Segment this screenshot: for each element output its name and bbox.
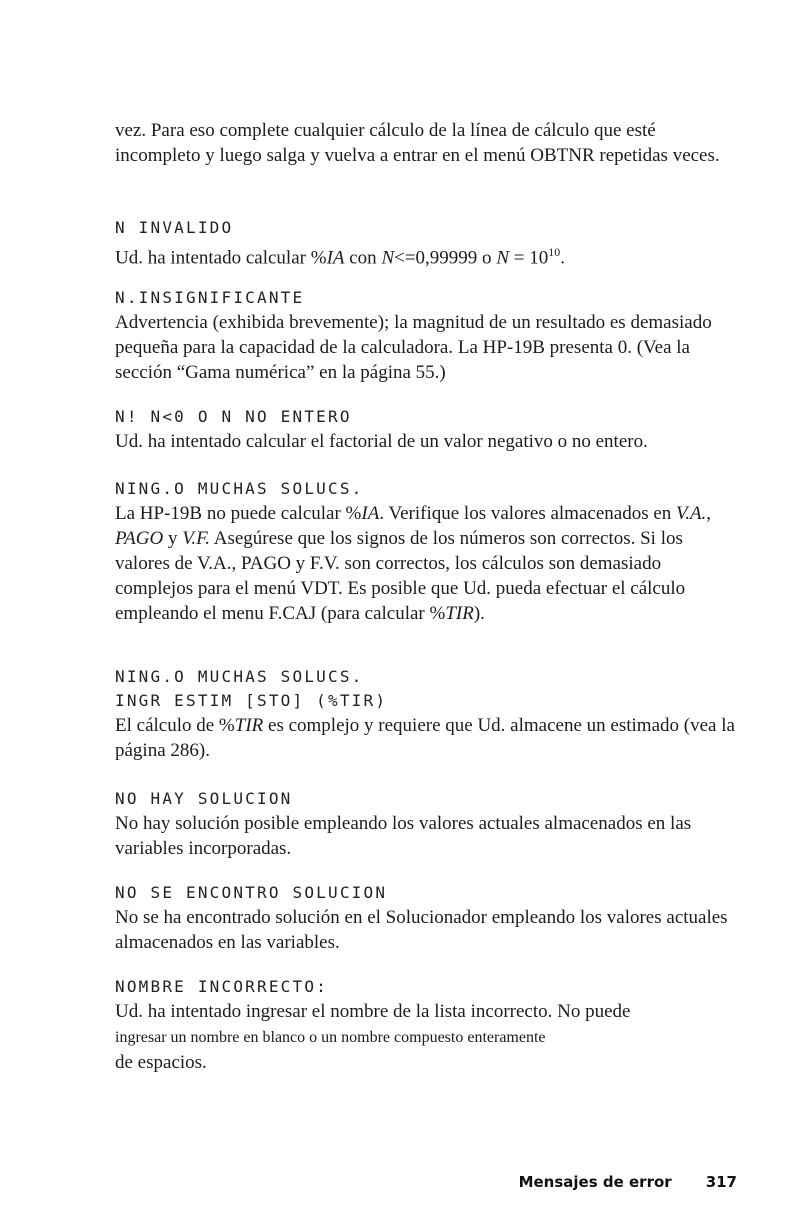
entry-no-se-encontro-solucion [115,881,735,955]
error-code: NING.O MUCHAS SOLUCS. [115,479,364,498]
page-number: 317 [705,1173,737,1191]
error-description: Ud. ha intentado calcular el factorial de un valor negativo o no entero. [115,431,648,452]
error-code: NOMBRE INCORRECTO: [115,977,328,996]
error-code: N.INSIGNIFICANTE [115,288,305,307]
error-description: Ud. ha intentado calcular %IA con N<=0,99999 o $N = 10^{10}$. [115,245,565,269]
intro-paragraph: vez. Para eso complete cualquier cálculo de la línea de cálculo que esté incompleto y luego salga y vuelva a entrar en el menú OBTNR repetidas veces. [115,120,720,166]
error-description: El cálculo de %TIR es complejo y requiere que Ud. almacene un estimado (vea la página 286). [115,715,735,761]
entry-nombre-incorrecto [115,975,735,1075]
error-description: Ud. ha intentado ingresar el nombre de la lista incorrecto. No puede ingresar un nombre en blanco o un nombre compuesto enteramente de espacios. [115,1001,631,1073]
error-code-line2: INGR ESTIM [STO] (%TIR) [115,691,388,710]
entry-n-insignificante [115,286,735,385]
page-footer [519,1173,737,1191]
entry-no-hay-solucion [115,787,735,861]
error-description: No se ha encontrado solución en el Solucionador empleando los valores actuales almacenados en las variables. [115,907,728,953]
entry-ning-muchas-solucs-estim [115,665,735,763]
error-code: NO SE ENCONTRO SOLUCION [115,883,388,902]
error-description: Advertencia (exhibida brevemente); la magnitud de un resultado es demasiado pequeña para la capacidad de la calculadora. La HP-19B presenta 0. (Vea la sección “Gama numérica” en la página 55.) [115,312,712,383]
error-description: No hay solución posible empleando los valores actuales almacenados en las variables incorporadas. [115,813,692,859]
error-code: NO HAY SOLUCION [115,789,293,808]
error-code: N! N<0 O N NO ENTERO [115,407,352,426]
error-code: NING.O MUCHAS SOLUCS. [115,667,364,686]
entry-ning-muchas-solucs [115,477,735,626]
entry-n-invalido [115,216,735,270]
footer-section-title: Mensajes de error [518,1173,672,1191]
error-code: N INVALIDO [115,218,234,237]
error-description: La HP-19B no puede calcular %IA. Verifique los valores almacenados en V.A., PAGO y V.F. Asegúrese que los signos de los números son correctos. Si los valores de V.A., PAGO y F.V. son correctos, los cálculos son demasiado complejos para el menú VDT. Es posible que Ud. pueda efectuar el cálculo empleando el menu F.CAJ (para calcular %TIR). [115,503,712,624]
entry-n-factorial [115,405,735,454]
